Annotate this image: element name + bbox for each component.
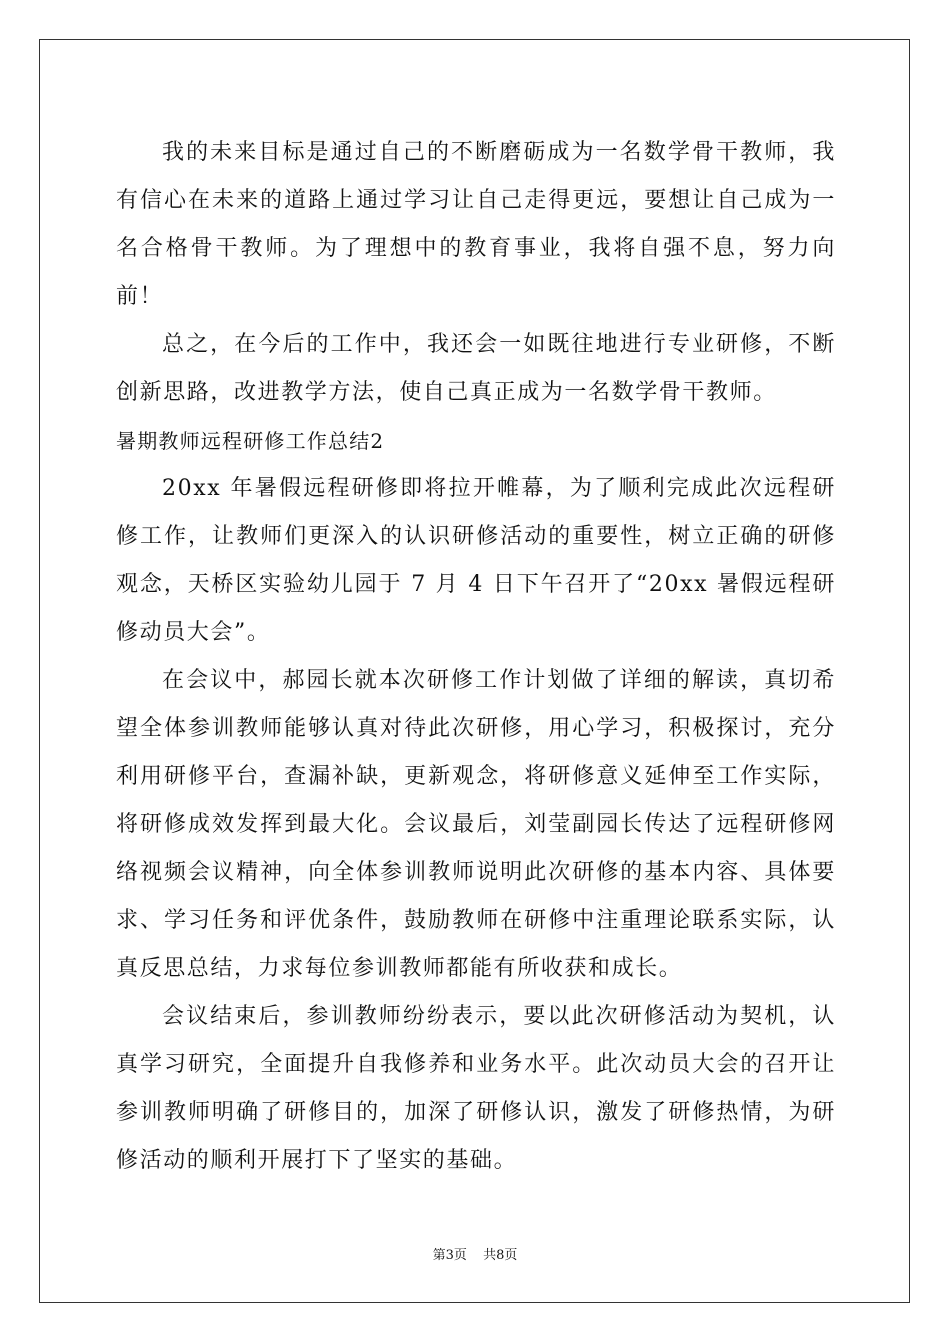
page-number-current: 第3页: [432, 1248, 467, 1263]
paragraph: 在会议中，郝园长就本次研修工作计划做了详细的解读，真切希望全体参训教师能够认真对待此次研修，用心学习，积极探讨，充分利用研修平台，查漏补缺，更新观念，将研修意义延伸至工作实际，将研修成效发挥到最大化。会议最后，刘莹副园长传达了远程研修网络视频会议精神，向全体参训教师说明此次研修的基本内容、具体要求、学习任务和评优条件，鼓励教师在研修中注重理论联系实际，认真反思总结，力求每位参训教师都能有所收获和成长。: [116, 668, 836, 981]
paragraph: 会议结束后，参训教师纷纷表示，要以此次研修活动为契机，认真学习研究，全面提升自我修养和业务水平。此次动员大会的召开让参训教师明确了研修目的，加深了研修认识，激发了研修热情，为研修活动的顺利开展打下了坚实的基础。: [116, 1004, 836, 1173]
section-heading: 暑期教师远程研修工作总结2: [116, 429, 385, 453]
page-footer: [0, 1244, 950, 1263]
paragraph: 总之，在今后的工作中，我还会一如既往地进行专业研修，不断创新思路，改进教学方法，使自己真正成为一名数学骨干教师。: [116, 332, 836, 405]
paragraph: 我的未来目标是通过自己的不断磨砺成为一名数学骨干教师，我有信心在未来的道路上通过学习让自己走得更远，要想让自己成为一名合格骨干教师。为了理想中的教育事业，我将自强不息，努力向前！: [116, 140, 836, 309]
page-number-total: 共8页: [483, 1248, 518, 1263]
document-body: [116, 129, 836, 1185]
paragraph: 20xx 年暑假远程研修即将拉开帷幕，为了顺利完成此次远程研修工作，让教师们更深入的认识研修活动的重要性，树立正确的研修观念，天桥区实验幼儿园于 7 月 4 日下午召开了“20xx 暑假远程研修动员大会”。: [116, 476, 836, 645]
